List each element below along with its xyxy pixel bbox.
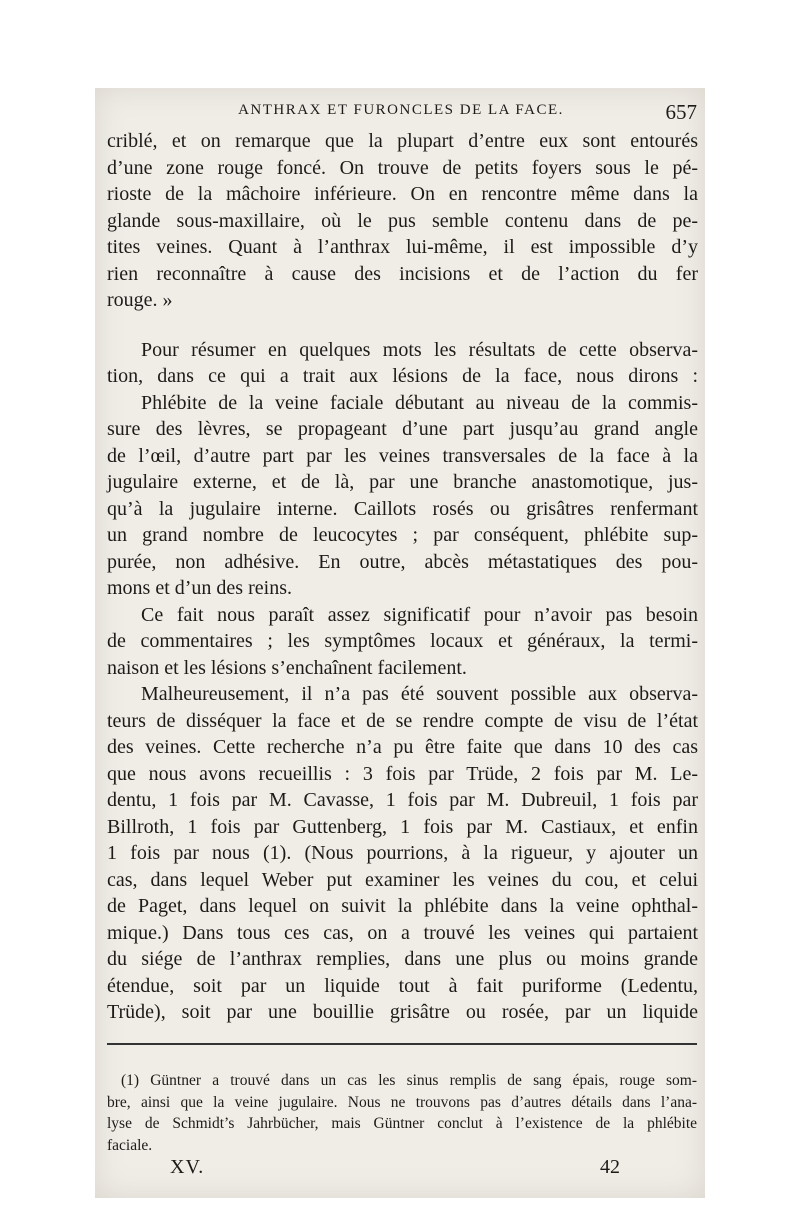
text-line: purée, non adhésive. En outre, abcès métastatiques des pou- xyxy=(107,550,698,573)
text-line: naison et les lésions s’enchaînent facilement. xyxy=(107,656,467,679)
text-line: rien reconnaître à cause des incisions et de l’action du fer xyxy=(107,262,698,285)
text-line: que nous avons recueillis : 3 fois par Trüde, 2 fois par M. Le- xyxy=(107,762,698,785)
footnote-divider xyxy=(107,1043,697,1045)
footnote-line: lyse de Schmidt’s Jahrbücher, mais Güntner conclut à l’existence de la phlébite xyxy=(107,1115,697,1132)
footnote-line: bre, ainsi que la veine jugulaire. Nous ne trouvons pas d’autres détails dans l’ana- xyxy=(107,1093,697,1111)
text-line: tites veines. Quant à l’anthrax lui-même, il est impossible d’y xyxy=(107,236,698,258)
text-line: Malheureusement, il n’a pas été souvent possible aux observa- xyxy=(141,683,698,705)
footnote-line: (1) Güntner a trouvé dans un cas les sinus remplis de sang épais, rouge som- xyxy=(121,1072,697,1089)
sheet-number: 42 xyxy=(600,1156,620,1178)
text-line: jugulaire externe, et de là, par une branche anastomotique, jus- xyxy=(107,471,698,493)
page-number: 657 xyxy=(665,100,697,124)
text-line: Phlébite de la veine faciale débutant au niveau de la commis- xyxy=(141,391,698,414)
text-line: mons et d’un des reins. xyxy=(107,577,292,599)
text-line: mique.) Dans tous ces cas, on a trouvé les veines qui partaient xyxy=(107,921,698,944)
text-line: rouge. » xyxy=(107,289,173,311)
text-line: Trüde), soit par une bouillie grisâtre ou rosée, par un liquide xyxy=(107,1001,698,1023)
text-line: de Paget, dans lequel on suivit la phlébite dans la veine ophthal- xyxy=(107,895,698,917)
text-line: 1 fois par nous (1). (Nous pourrions, à la rigueur, y ajouter un xyxy=(107,842,698,864)
footnote-line: faciale. xyxy=(107,1136,153,1154)
text-line: de commentaires ; les symptômes locaux et généraux, la termi- xyxy=(107,630,698,652)
signature-mark: XV. xyxy=(170,1156,205,1178)
text-line: sure des lèvres, se propageant d’une part jusqu’au grand angle xyxy=(107,418,698,440)
body-text xyxy=(107,128,698,1026)
text-line: des veines. Cette recherche n’a pu être faite que dans 10 des cas xyxy=(107,736,698,758)
text-line: tion, dans ce qui a trait aux lésions de la face, nous dirons : xyxy=(107,365,698,387)
text-line: glande sous-maxillaire, où le pus semble contenu dans de pe- xyxy=(107,209,698,232)
text-line: de l’œil, d’autre part par les veines transversales de la face à la xyxy=(107,444,698,467)
footnotes xyxy=(107,1070,697,1156)
text-line: teurs de disséquer la face et de se rendre compte de visu de l’état xyxy=(107,709,698,732)
text-line: d’une zone rouge foncé. On trouve de petits foyers sous le pé- xyxy=(107,156,698,179)
text-line: rioste de la mâchoire inférieure. On en rencontre même dans la xyxy=(107,183,698,205)
book-page xyxy=(95,88,705,1198)
text-line: du siége de l’anthrax remplies, dans une plus ou moins grande xyxy=(107,948,698,970)
text-line: étendue, soit par un liquide tout à fait puriforme (Ledentu, xyxy=(107,974,698,997)
text-line: Pour résumer en quelques mots les résultats de cette observa- xyxy=(141,338,698,361)
text-line: Billroth, 1 fois par Guttenberg, 1 fois par M. Castiaux, et enfin xyxy=(107,815,698,838)
running-title: ANTHRAX ET FURONCLES DE LA FACE. xyxy=(238,102,564,118)
text-line: cas, dans lequel Weber put examiner les veines du cou, et celui xyxy=(107,868,698,891)
page-header xyxy=(105,100,697,128)
text-line: Ce fait nous paraît assez significatif pour n’avoir pas besoin xyxy=(141,603,698,626)
text-line: un grand nombre de leucocytes ; par conséquent, phlébite sup- xyxy=(107,524,698,546)
text-line: qu’à la jugulaire interne. Caillots rosés ou grisâtres renfermant xyxy=(107,497,698,520)
text-line: criblé, et on remarque que la plupart d’entre eux sont entourés xyxy=(107,130,698,152)
text-line: dentu, 1 fois par M. Cavasse, 1 fois par M. Dubreuil, 1 fois par xyxy=(107,789,698,811)
